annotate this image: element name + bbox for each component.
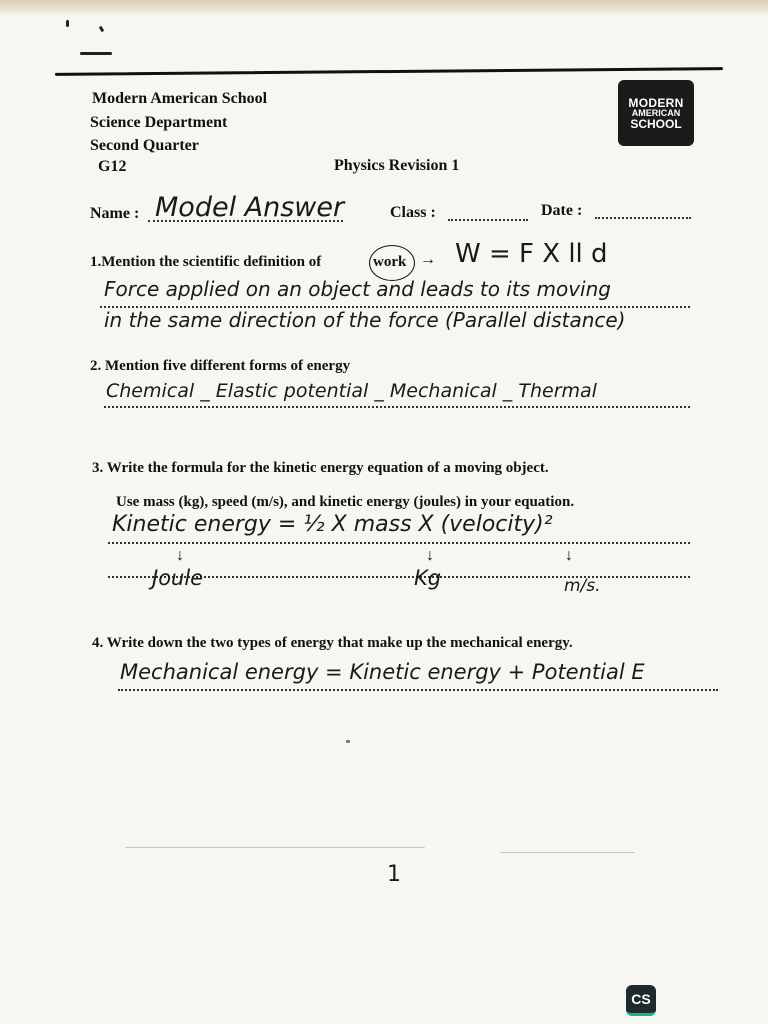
- q2-answer: Chemical _ Elastic potential _ Mechanical _ Thermal: [106, 380, 597, 402]
- class-label: Class :: [390, 204, 436, 221]
- scan-noise: [125, 847, 425, 848]
- q1-keyword: work: [373, 254, 407, 270]
- arrow-down-icon: ↓: [176, 547, 184, 564]
- paper-torn-edge: [0, 0, 768, 16]
- q1-prompt: 1.Mention the scientific definition of: [90, 254, 322, 270]
- arrow-down-icon: ↓: [565, 547, 573, 564]
- page-mark: 1: [387, 862, 401, 887]
- arrow-icon: →: [420, 251, 436, 268]
- name-value: Model Answer: [155, 192, 345, 223]
- unit-speed: m/s.: [564, 576, 601, 596]
- stray-mark: [346, 740, 350, 743]
- q2-prompt: 2. Mention five different forms of energy: [90, 358, 351, 374]
- logo-line2: AMERICAN: [631, 107, 681, 118]
- school-name: Modern American School: [92, 90, 268, 107]
- document-title: Physics Revision 1: [334, 157, 460, 174]
- camscanner-badge: CS: [626, 985, 656, 1016]
- department: Science Department: [90, 114, 228, 131]
- q1-formula: W = F X ll d: [455, 239, 608, 269]
- pen-mark: [80, 52, 112, 55]
- q2-line: [104, 406, 690, 408]
- school-logo: [618, 80, 694, 146]
- logo-line3: SCHOOL: [630, 116, 682, 131]
- logo-line1: MODERN: [628, 95, 684, 110]
- class-line: [448, 219, 528, 221]
- date-label: Date :: [541, 202, 583, 219]
- unit-mass: Kg: [414, 566, 442, 590]
- q3-line-1: [108, 542, 690, 544]
- grade: G12: [98, 158, 127, 175]
- pen-mark: [66, 20, 69, 27]
- q4-answer: Mechanical energy = Kinetic energy + Potential E: [120, 660, 645, 684]
- q3-prompt-line2: Use mass (kg), speed (m/s), and kinetic energy (joules) in your equation.: [116, 494, 575, 510]
- arrow-down-icon: ↓: [426, 547, 434, 564]
- unit-energy: Joule: [152, 566, 204, 590]
- quarter: Second Quarter: [90, 137, 199, 154]
- q1-answer-line1: Force applied on an object and leads to its moving: [104, 277, 611, 301]
- q4-line: [118, 689, 718, 691]
- q3-answer: Kinetic energy = ½ X mass X (velocity)²: [112, 512, 553, 537]
- q3-prompt-line1: 3. Write the formula for the kinetic energy equation of a moving object.: [92, 460, 549, 476]
- q4-prompt: 4. Write down the two types of energy that make up the mechanical energy.: [92, 635, 573, 651]
- name-label: Name :: [90, 205, 140, 222]
- scan-noise: [500, 852, 635, 853]
- header-rule: [55, 67, 723, 76]
- pen-mark: [99, 26, 105, 33]
- q1-answer-line2: in the same direction of the force (Parallel distance): [104, 308, 626, 332]
- date-line: [595, 217, 691, 219]
